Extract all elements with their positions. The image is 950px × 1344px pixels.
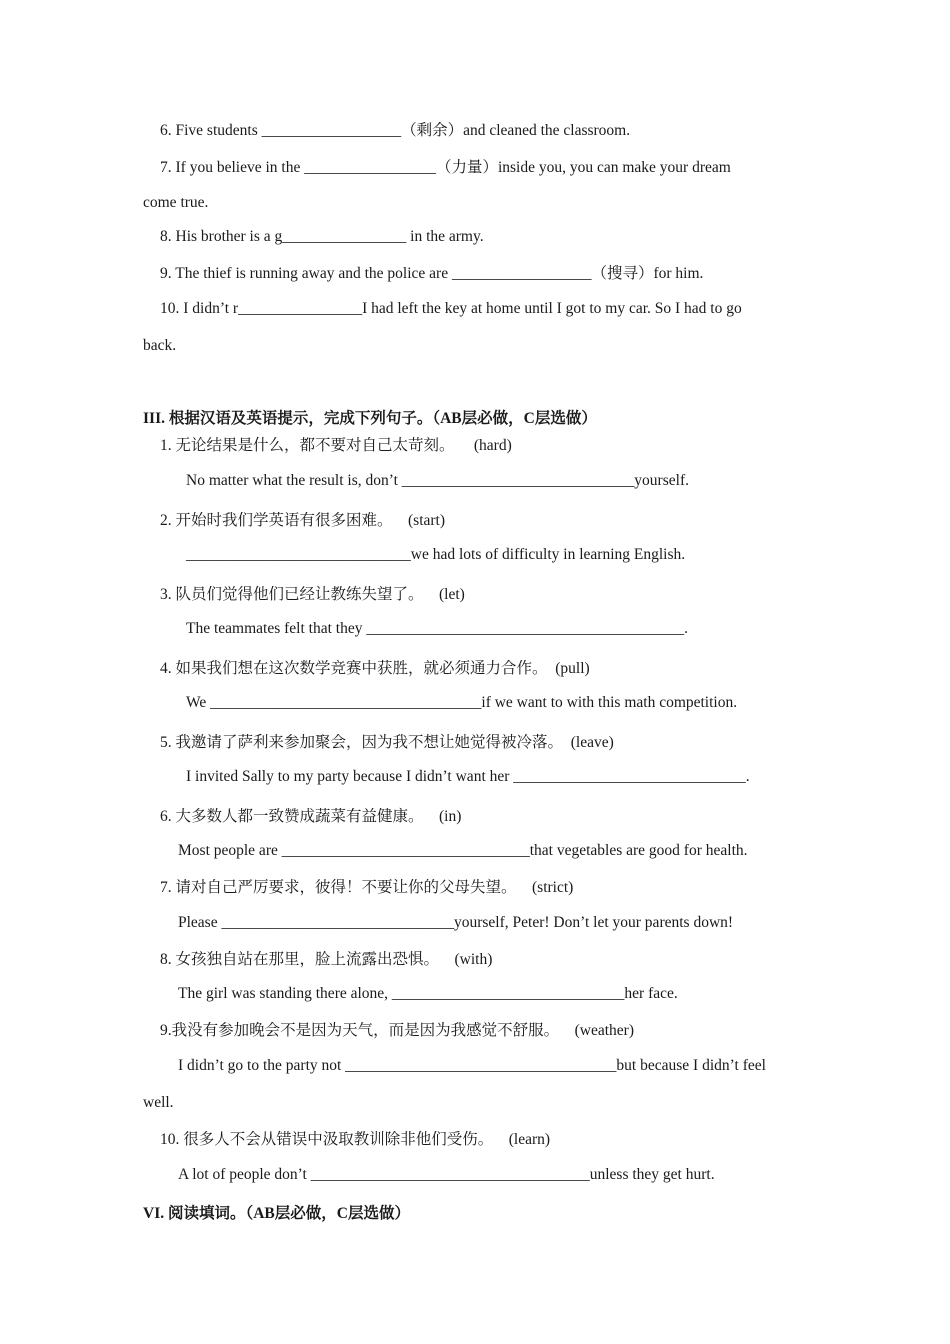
s3-item-4-chinese: 4. 如果我们想在这次数学竞赛中获胜，就必须通力合作。 (pull) [160, 660, 590, 677]
s3-item-7-chinese: 7. 请对自己严厉要求，彼得！不要让你的父母失望。 (strict) [160, 879, 574, 896]
question-8: 8. His brother is a g________________ in the army. [160, 228, 484, 245]
s3-item-7-english: Please ______________________________yourself, Peter! Don’t let your parents down! [178, 914, 734, 931]
s3-item-2-english: _____________________________we had lots of difficulty in learning English. [186, 546, 686, 563]
s3-item-10-english: A lot of people don’t ____________________________________unless they get hurt. [178, 1166, 715, 1183]
question-6: 6. Five students __________________（剩余）and cleaned the classroom. [160, 122, 631, 139]
s3-item-10-chinese: 10. 很多人不会从错误中汲取教训除非他们受伤。 (learn) [160, 1131, 551, 1148]
s3-item-9-english-continued: well. [143, 1094, 174, 1111]
s3-item-1-chinese: 1. 无论结果是什么，都不要对自己太苛刻。 (hard) [160, 437, 512, 454]
s3-item-3-english: The teammates felt that they _________________________________________. [186, 620, 688, 637]
s3-item-3-chinese: 3. 队员们觉得他们已经让教练失望了。 (let) [160, 586, 465, 603]
s3-item-9-chinese: 9.我没有参加晚会不是因为天气，而是因为我感觉不舒服。 (weather) [160, 1022, 635, 1039]
question-10-continued: back. [143, 337, 177, 354]
s3-item-5-english: I invited Sally to my party because I didn’t want her ______________________________. [186, 768, 750, 785]
s3-item-1-english: No matter what the result is, don’t ______________________________yourself. [186, 472, 689, 489]
s3-item-6-chinese: 6. 大多数人都一致赞成蔬菜有益健康。 (in) [160, 808, 462, 825]
question-9: 9. The thief is running away and the police are __________________（搜寻）for him. [160, 265, 704, 282]
s3-item-4-english: We ___________________________________if we want to with this math competition. [186, 694, 738, 711]
question-10: 10. I didn’t r________________I had left the key at home until I got to my car. So I had to go [160, 300, 742, 317]
s3-item-9-english: I didn’t go to the party not ___________________________________but because I didn’t feel [178, 1057, 766, 1074]
question-7-continued: come true. [143, 194, 209, 211]
s3-item-5-chinese: 5. 我邀请了萨利来参加聚会，因为我不想让她觉得被冷落。 (leave) [160, 734, 614, 751]
s3-item-2-chinese: 2. 开始时我们学英语有很多困难。 (start) [160, 512, 446, 529]
s3-item-8-english: The girl was standing there alone, ______________________________her face. [178, 985, 678, 1002]
s3-item-8-chinese: 8. 女孩独自站在那里，脸上流露出恐惧。 (with) [160, 951, 493, 968]
s3-item-6-english: Most people are ________________________________that vegetables are good for health. [178, 842, 748, 859]
section-6-heading: VI. 阅读填词。（AB层必做，C层选做） [143, 1205, 410, 1222]
question-7: 7. If you believe in the _________________（力量）inside you, you can make your dream [160, 159, 731, 176]
section-3-heading: III. 根据汉语及英语提示，完成下列句子。（AB层必做，C层选做） [143, 410, 597, 427]
